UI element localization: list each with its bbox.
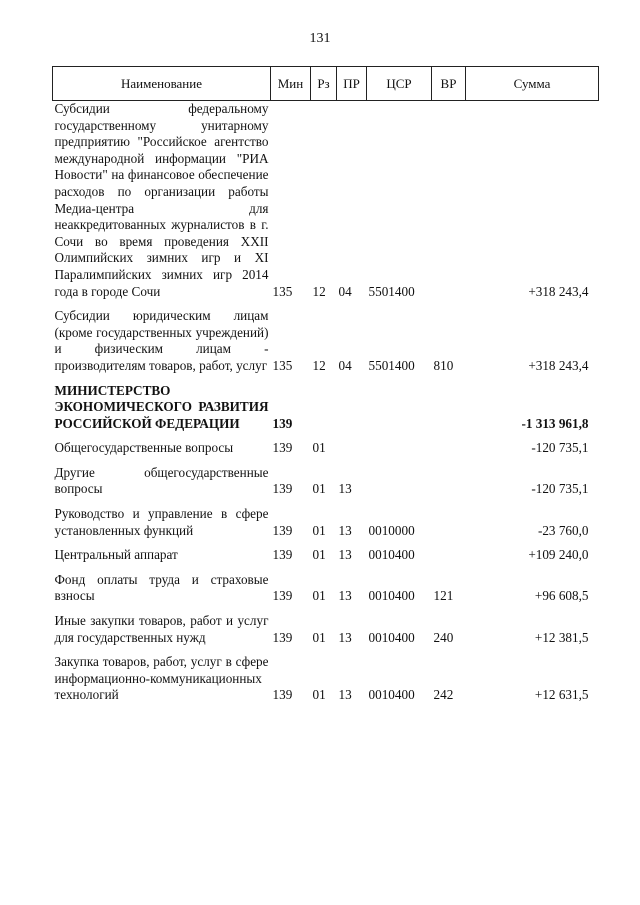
header-rz: Рз bbox=[311, 67, 337, 101]
row-min: 135 bbox=[272, 357, 293, 373]
row-rz: 01 bbox=[312, 547, 326, 563]
row-min: 139 bbox=[272, 629, 293, 645]
row-min: 139 bbox=[272, 481, 293, 497]
row-name: Субсидии юридическим лицам (кроме государственных учреждений) и физическим лицам - производителям товаров, работ, услуг bbox=[54, 308, 269, 373]
table-row bbox=[53, 300, 599, 374]
row-csr: 0010400 bbox=[368, 687, 415, 703]
table-row bbox=[53, 101, 599, 301]
row-rz: 01 bbox=[312, 522, 326, 538]
row-min: 139 bbox=[272, 547, 293, 563]
row-vr bbox=[432, 101, 466, 301]
row-rz: 01 bbox=[312, 629, 326, 645]
row-name: Субсидии федеральному государственному унитарному предприятию "Российское агентство международной информации "РИА Новости" на финансовое обеспечение расходов по организации работы Медиа-центра для неаккредитованных журналистов в г. Сочи во время проведения XXII Олимпийских зимних игр и XI Паралимпийских зимних игр 2014 года в городе Сочи bbox=[54, 101, 269, 299]
row-sum: +318 243,4 bbox=[528, 283, 589, 299]
row-min: 139 bbox=[272, 440, 293, 456]
header-sum: Сумма bbox=[466, 67, 599, 101]
row-sum: +96 608,5 bbox=[534, 588, 589, 604]
row-csr: 0010400 bbox=[368, 629, 415, 645]
row-csr: 5501400 bbox=[368, 283, 415, 299]
table-row bbox=[53, 539, 599, 564]
row-rz: 01 bbox=[312, 481, 326, 497]
row-min: 139 bbox=[272, 687, 293, 703]
header-vr: ВР bbox=[432, 67, 466, 101]
row-sum: -23 760,0 bbox=[537, 522, 589, 538]
row-name: Закупка товаров, работ, услуг в сфере информационно-коммуникационных технологий bbox=[54, 654, 269, 703]
row-vr bbox=[432, 498, 466, 539]
row-rz: 01 bbox=[312, 440, 326, 456]
row-pr: 13 bbox=[338, 588, 352, 604]
row-min: 139 bbox=[272, 588, 293, 604]
row-rz: 12 bbox=[312, 283, 326, 299]
row-csr: 5501400 bbox=[368, 357, 415, 373]
row-rz: 12 bbox=[312, 357, 326, 373]
row-pr: 13 bbox=[338, 522, 352, 538]
row-pr: 13 bbox=[338, 547, 352, 563]
row-vr bbox=[432, 432, 466, 457]
header-csr: ЦСР bbox=[367, 67, 432, 101]
row-name: Центральный аппарат bbox=[54, 547, 178, 563]
row-pr: 04 bbox=[338, 283, 352, 299]
row-sum: -120 735,1 bbox=[531, 440, 589, 456]
page-number: 131 bbox=[309, 31, 331, 46]
row-pr: 04 bbox=[338, 357, 352, 373]
table-row bbox=[53, 605, 599, 646]
row-name: Иные закупки товаров, работ и услуг для государственных нужд bbox=[54, 613, 269, 645]
table-row bbox=[53, 432, 599, 457]
row-sum: +318 243,4 bbox=[528, 357, 589, 373]
row-pr: 13 bbox=[338, 481, 352, 497]
row-name: МИНИСТЕРСТВО ЭКОНОМИЧЕСКОГО РАЗВИТИЯ РОССИЙСКОЙ ФЕДЕРАЦИИ bbox=[54, 382, 269, 431]
row-vr: 810 bbox=[433, 357, 454, 373]
row-name: Другие общегосударственные вопросы bbox=[54, 464, 269, 497]
header-name: Наименование bbox=[53, 67, 271, 101]
table-row bbox=[53, 498, 599, 539]
row-vr bbox=[432, 539, 466, 564]
table-row bbox=[53, 457, 599, 498]
row-sum: +12 631,5 bbox=[534, 687, 589, 703]
row-sum: -120 735,1 bbox=[531, 481, 589, 497]
table-row bbox=[53, 375, 599, 433]
header-pr: ПР bbox=[337, 67, 367, 101]
table-header-row bbox=[53, 67, 599, 101]
row-pr bbox=[337, 432, 367, 457]
row-min: 139 bbox=[272, 522, 293, 538]
row-vr: 242 bbox=[433, 687, 454, 703]
row-pr bbox=[337, 375, 367, 433]
row-csr: 0010400 bbox=[368, 588, 415, 604]
row-vr bbox=[432, 375, 466, 433]
table-row bbox=[53, 646, 599, 704]
row-sum: +12 381,5 bbox=[534, 629, 589, 645]
row-csr: 0010400 bbox=[368, 547, 415, 563]
row-pr: 13 bbox=[338, 687, 352, 703]
row-name: Общегосударственные вопросы bbox=[54, 440, 234, 456]
row-vr: 121 bbox=[433, 588, 454, 604]
row-name: Руководство и управление в сфере установленных функций bbox=[54, 506, 269, 538]
row-csr bbox=[367, 457, 432, 498]
row-vr bbox=[432, 457, 466, 498]
row-rz: 01 bbox=[312, 687, 326, 703]
row-sum: +109 240,0 bbox=[528, 547, 589, 563]
row-rz bbox=[311, 375, 337, 433]
row-vr: 240 bbox=[433, 629, 454, 645]
row-pr: 13 bbox=[338, 629, 352, 645]
row-csr: 0010000 bbox=[368, 522, 415, 538]
row-rz: 01 bbox=[312, 588, 326, 604]
table-row bbox=[53, 564, 599, 605]
row-min: 139 bbox=[272, 415, 293, 431]
row-csr bbox=[367, 375, 432, 433]
header-min: Мин bbox=[271, 67, 311, 101]
row-csr bbox=[367, 432, 432, 457]
budget-table bbox=[52, 66, 599, 704]
row-min: 135 bbox=[272, 283, 293, 299]
row-name: Фонд оплаты труда и страховые взносы bbox=[54, 571, 269, 604]
row-sum: -1 313 961,8 bbox=[521, 415, 589, 431]
